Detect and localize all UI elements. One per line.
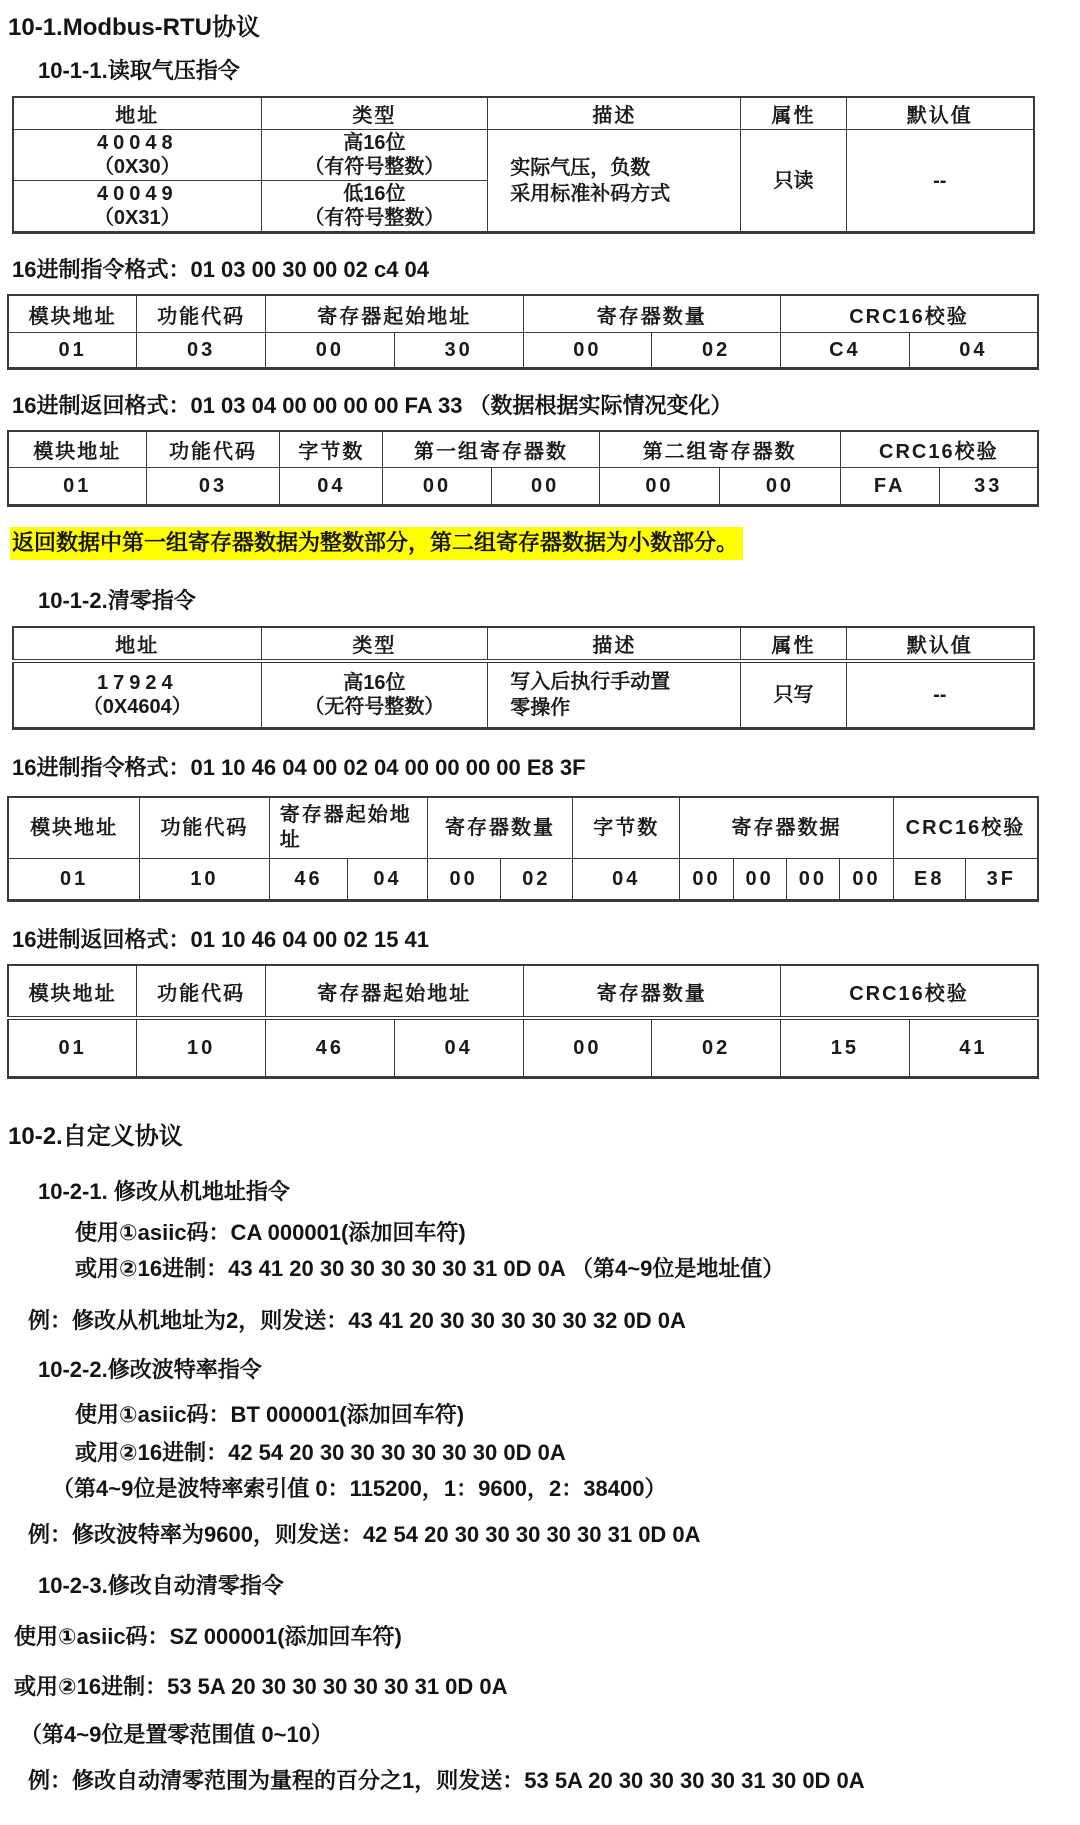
hex-byte-cell: 00 <box>720 468 841 506</box>
column-header-register-count: 寄存器数量 <box>427 797 573 859</box>
hex-byte-cell: 3F <box>965 859 1038 901</box>
address-hex: （0X30） <box>93 156 181 178</box>
table-header-row <box>8 965 1038 1018</box>
hex-byte-row <box>8 1018 1038 1078</box>
hex-byte-cell: 41 <box>909 1018 1038 1078</box>
hex-byte-cell: 00 <box>840 859 894 901</box>
column-header-address: 地址 <box>13 97 261 130</box>
hex-byte-cell: 46 <box>266 1018 395 1078</box>
type-line1: 高16位 <box>343 132 406 154</box>
hex-return-table-read <box>7 430 1039 507</box>
hex-byte-cell: 00 <box>733 859 786 901</box>
column-header-crc16: CRC16校验 <box>781 965 1039 1018</box>
column-header-register-group2: 第二组寄存器数 <box>599 431 840 468</box>
column-header-module-address: 模块地址 <box>8 431 146 468</box>
hex-byte-row <box>8 333 1038 369</box>
hex-byte-cell: 10 <box>140 859 270 901</box>
hex-byte-cell: 46 <box>269 859 347 901</box>
table-header-row <box>8 797 1038 859</box>
hex-return-caption-read: 16进制返回格式：01 03 04 00 00 00 00 FA 33 （数据根据实际情况变化） <box>12 393 733 418</box>
hex-command-line: 或用②16进制：42 54 20 30 30 30 30 30 30 0D 0A <box>75 1440 566 1465</box>
column-header-type: 类型 <box>261 97 488 130</box>
table-header-row <box>8 295 1038 333</box>
type-cell <box>261 181 488 233</box>
type-line2: （无符号整数） <box>304 696 445 718</box>
column-header-function-code: 功能代码 <box>140 797 270 859</box>
table-row <box>13 130 1034 181</box>
description-line2: 采用标准补码方式 <box>510 182 671 205</box>
column-header-register-count: 寄存器数量 <box>523 295 781 333</box>
hex-byte-cell: 02 <box>652 333 781 369</box>
ascii-command-line: 使用①asiic码：SZ 000001(添加回车符) <box>14 1624 402 1649</box>
hex-byte-cell: 00 <box>523 333 652 369</box>
address-hex: （0X31） <box>93 207 181 229</box>
attribute-cell: 只写 <box>741 661 846 729</box>
hex-byte-cell: 00 <box>680 859 734 901</box>
hex-byte-cell: 33 <box>939 468 1038 506</box>
hex-byte-cell: 02 <box>652 1018 781 1078</box>
ascii-command-line: 使用①asiic码：CA 000001(添加回车符) <box>75 1220 466 1245</box>
subsection-title-zero-command: 10-1-2.清零指令 <box>38 588 196 613</box>
type-line2: （有符号整数） <box>304 207 445 229</box>
hex-byte-cell: 30 <box>394 333 523 369</box>
column-header-function-code: 功能代码 <box>137 295 266 333</box>
column-header-module-address: 模块地址 <box>8 965 137 1018</box>
hex-byte-cell: 00 <box>523 1018 652 1078</box>
hex-command-line: 或用②16进制：43 41 20 30 30 30 30 30 31 0D 0A （第4~9位是地址值） <box>75 1256 785 1281</box>
column-header-register-start: 寄存器起始地址 <box>266 295 524 333</box>
table-header-row <box>13 627 1034 661</box>
hex-byte-cell: C4 <box>781 333 910 369</box>
column-header-register-start: 寄存器起始地址 <box>269 797 427 859</box>
column-header-byte-count: 字节数 <box>280 431 383 468</box>
hex-return-table-zero <box>7 964 1039 1079</box>
type-cell <box>261 130 488 181</box>
description-line2: 零操作 <box>510 697 571 719</box>
type-line2: （有符号整数） <box>304 156 445 178</box>
column-header-function-code: 功能代码 <box>137 965 266 1018</box>
default-cell: -- <box>846 130 1034 233</box>
address-hex: （0X4604） <box>82 696 192 718</box>
hex-byte-cell: 00 <box>427 859 500 901</box>
type-cell <box>261 661 488 729</box>
hex-byte-cell: 03 <box>137 333 266 369</box>
hex-byte-cell: 00 <box>491 468 599 506</box>
hex-command-caption-zero: 16进制指令格式：01 10 46 04 00 02 04 00 00 00 00 E8 3F <box>12 755 586 780</box>
hex-byte-cell: 04 <box>348 859 428 901</box>
address-cell <box>13 661 261 729</box>
type-line1: 低16位 <box>343 183 406 205</box>
hex-byte-cell: 02 <box>500 859 573 901</box>
subsection-title-change-slave-address: 10-2-1. 修改从机地址指令 <box>38 1179 290 1204</box>
description-cell <box>488 130 741 233</box>
example-line: 例：修改自动清零范围为量程的百分之1，则发送：53 5A 20 30 30 30 30 31 30 0D 0A <box>28 1768 865 1793</box>
hex-byte-cell: 01 <box>8 859 140 901</box>
hex-byte-cell: 00 <box>383 468 491 506</box>
hex-command-table-zero <box>7 796 1039 902</box>
column-header-attribute: 属性 <box>741 627 846 661</box>
table-header-row <box>13 97 1034 130</box>
address-cell <box>13 130 261 181</box>
hex-byte-cell: E8 <box>893 859 965 901</box>
column-header-description: 描述 <box>488 97 741 130</box>
hex-byte-cell: 04 <box>909 333 1038 369</box>
hex-byte-cell: 00 <box>599 468 720 506</box>
description-line1: 写入后执行手动置 <box>510 671 671 693</box>
column-header-register-group1: 第一组寄存器数 <box>383 431 599 468</box>
description-cell <box>488 661 741 729</box>
hex-byte-cell: 04 <box>573 859 680 901</box>
column-header-register-start: 寄存器起始地址 <box>266 965 524 1018</box>
column-header-default: 默认值 <box>846 97 1034 130</box>
table-header-row <box>8 431 1038 468</box>
note-line: （第4~9位是波特率索引值 0：115200，1：9600，2：38400） <box>52 1476 667 1501</box>
ascii-command-line: 使用①asiic码：BT 000001(添加回车符) <box>75 1402 465 1427</box>
column-header-address: 地址 <box>13 627 261 661</box>
address-value: 40048 <box>96 132 178 154</box>
note-line: （第4~9位是置零范围值 0~10） <box>20 1722 333 1747</box>
hex-byte-cell: 10 <box>137 1018 266 1078</box>
hex-return-caption-zero: 16进制返回格式：01 10 46 04 00 02 15 41 <box>12 927 430 952</box>
register-table-zero <box>12 626 1035 730</box>
hex-byte-cell: 04 <box>394 1018 523 1078</box>
address-cell <box>13 181 261 233</box>
subsection-title-change-auto-zero: 10-2-3.修改自动清零指令 <box>38 1573 284 1598</box>
column-header-description: 描述 <box>488 627 741 661</box>
column-header-default: 默认值 <box>846 627 1034 661</box>
example-line: 例：修改从机地址为2，则发送：43 41 20 30 30 30 30 30 32 0D 0A <box>28 1308 686 1333</box>
hex-byte-cell: 00 <box>266 333 395 369</box>
highlight-note: 返回数据中第一组寄存器数据为整数部分，第二组寄存器数据为小数部分。 <box>10 527 743 560</box>
subsection-title-change-baudrate: 10-2-2.修改波特率指令 <box>38 1357 262 1382</box>
column-header-crc16: CRC16校验 <box>781 295 1039 333</box>
column-header-function-code: 功能代码 <box>146 431 280 468</box>
column-header-register-count: 寄存器数量 <box>523 965 781 1018</box>
hex-byte-cell: 04 <box>280 468 383 506</box>
column-header-module-address: 模块地址 <box>8 295 137 333</box>
column-header-module-address: 模块地址 <box>8 797 140 859</box>
type-line1: 高16位 <box>343 672 406 694</box>
column-header-attribute: 属性 <box>741 97 846 130</box>
section-title-custom-protocol: 10-2.自定义协议 <box>8 1123 183 1150</box>
hex-byte-cell: 15 <box>781 1018 910 1078</box>
address-value: 40049 <box>96 183 178 205</box>
hex-byte-cell: 01 <box>8 468 146 506</box>
hex-byte-row <box>8 859 1038 901</box>
hex-command-caption-read: 16进制指令格式：01 03 00 30 00 02 c4 04 <box>12 257 430 282</box>
description-line1: 实际气压，负数 <box>510 156 651 179</box>
default-cell: -- <box>846 661 1034 729</box>
column-header-byte-count: 字节数 <box>573 797 680 859</box>
column-header-register-data: 寄存器数据 <box>680 797 894 859</box>
hex-byte-cell: 01 <box>8 1018 137 1078</box>
register-table-read-pressure <box>12 96 1035 234</box>
column-header-type: 类型 <box>261 627 488 661</box>
table-row <box>13 661 1034 729</box>
hex-byte-cell: 03 <box>146 468 280 506</box>
hex-byte-row <box>8 468 1038 506</box>
column-header-crc16: CRC16校验 <box>840 431 1038 468</box>
subsection-title-read-pressure: 10-1-1.读取气压指令 <box>38 58 240 83</box>
hex-command-table-read <box>7 294 1039 370</box>
hex-byte-cell: 00 <box>786 859 840 901</box>
section-title-modbus-rtu: 10-1.Modbus-RTU协议 <box>8 14 260 41</box>
address-value: 17924 <box>96 672 178 694</box>
hex-byte-cell: FA <box>840 468 939 506</box>
hex-command-line: 或用②16进制：53 5A 20 30 30 30 30 30 31 0D 0A <box>14 1674 508 1699</box>
column-header-crc16: CRC16校验 <box>893 797 1038 859</box>
hex-byte-cell: 01 <box>8 333 137 369</box>
attribute-cell: 只读 <box>741 130 846 233</box>
example-line: 例：修改波特率为9600，则发送：42 54 20 30 30 30 30 30 31 0D 0A <box>28 1522 701 1547</box>
